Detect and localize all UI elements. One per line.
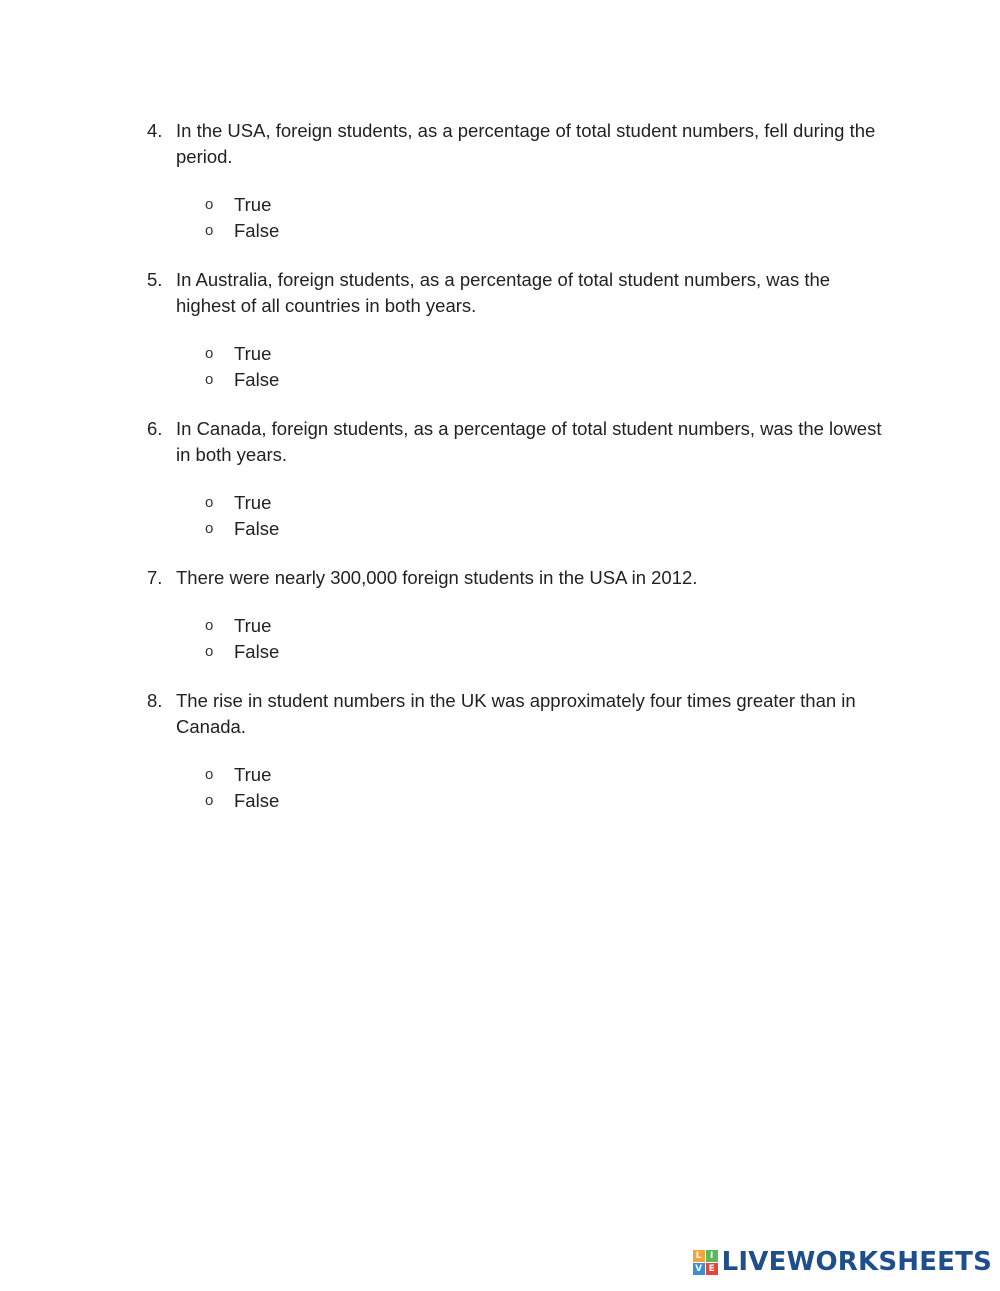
radio-bullet-icon[interactable]: o <box>205 766 214 783</box>
option-true[interactable] <box>205 613 887 639</box>
liveworksheets-brand <box>693 1247 992 1277</box>
liveworksheets-logo-icon <box>693 1250 718 1275</box>
question-text: There were nearly 300,000 foreign students in the USA in 2012. <box>176 567 698 588</box>
question-text: In Canada, foreign students, as a percentage of total student numbers, was the lowest in both years. <box>176 418 882 465</box>
logo-letter-i: I <box>706 1250 718 1262</box>
question-number: 6. <box>147 418 163 439</box>
question-8 <box>147 688 887 814</box>
option-false[interactable] <box>205 788 887 814</box>
logo-letter-v: V <box>693 1263 705 1275</box>
option-label: True <box>234 194 272 215</box>
option-false[interactable] <box>205 218 887 244</box>
question-number: 5. <box>147 269 163 290</box>
question-4 <box>147 118 887 244</box>
option-true[interactable] <box>205 490 887 516</box>
answer-options <box>205 613 887 665</box>
answer-options <box>205 341 887 393</box>
question-number: 7. <box>147 567 163 588</box>
option-false[interactable] <box>205 516 887 542</box>
option-label: True <box>234 343 272 364</box>
question-text: In the USA, foreign students, as a percentage of total student numbers, fell during the period. <box>176 120 876 167</box>
radio-bullet-icon[interactable]: o <box>205 520 214 537</box>
answer-options <box>205 762 887 814</box>
option-false[interactable] <box>205 367 887 393</box>
radio-bullet-icon[interactable]: o <box>205 643 214 660</box>
option-label: True <box>234 492 272 513</box>
radio-bullet-icon[interactable]: o <box>205 617 214 634</box>
option-label: False <box>234 369 280 390</box>
option-label: True <box>234 615 272 636</box>
logo-letter-e: E <box>706 1263 718 1275</box>
radio-bullet-icon[interactable]: o <box>205 371 214 388</box>
question-6 <box>147 416 887 542</box>
radio-bullet-icon[interactable]: o <box>205 345 214 362</box>
option-label: False <box>234 220 280 241</box>
question-5 <box>147 267 887 393</box>
question-number: 4. <box>147 120 163 141</box>
option-true[interactable] <box>205 341 887 367</box>
radio-bullet-icon[interactable]: o <box>205 196 214 213</box>
radio-bullet-icon[interactable]: o <box>205 222 214 239</box>
option-label: True <box>234 764 272 785</box>
radio-bullet-icon[interactable]: o <box>205 792 214 809</box>
question-text: In Australia, foreign students, as a percentage of total student numbers, was the highest of all countries in both years. <box>176 269 831 316</box>
option-label: False <box>234 518 280 539</box>
brand-name: LIVEWORKSHEETS <box>721 1247 992 1277</box>
question-7 <box>147 565 887 665</box>
answer-options <box>205 192 887 244</box>
option-true[interactable] <box>205 762 887 788</box>
logo-letter-l: L <box>693 1250 705 1262</box>
radio-bullet-icon[interactable]: o <box>205 494 214 511</box>
option-label: False <box>234 641 280 662</box>
option-true[interactable] <box>205 192 887 218</box>
option-label: False <box>234 790 280 811</box>
question-number: 8. <box>147 690 163 711</box>
answer-options <box>205 490 887 542</box>
option-false[interactable] <box>205 639 887 665</box>
question-text: The rise in student numbers in the UK was approximately four times greater than in Canada. <box>176 690 856 737</box>
